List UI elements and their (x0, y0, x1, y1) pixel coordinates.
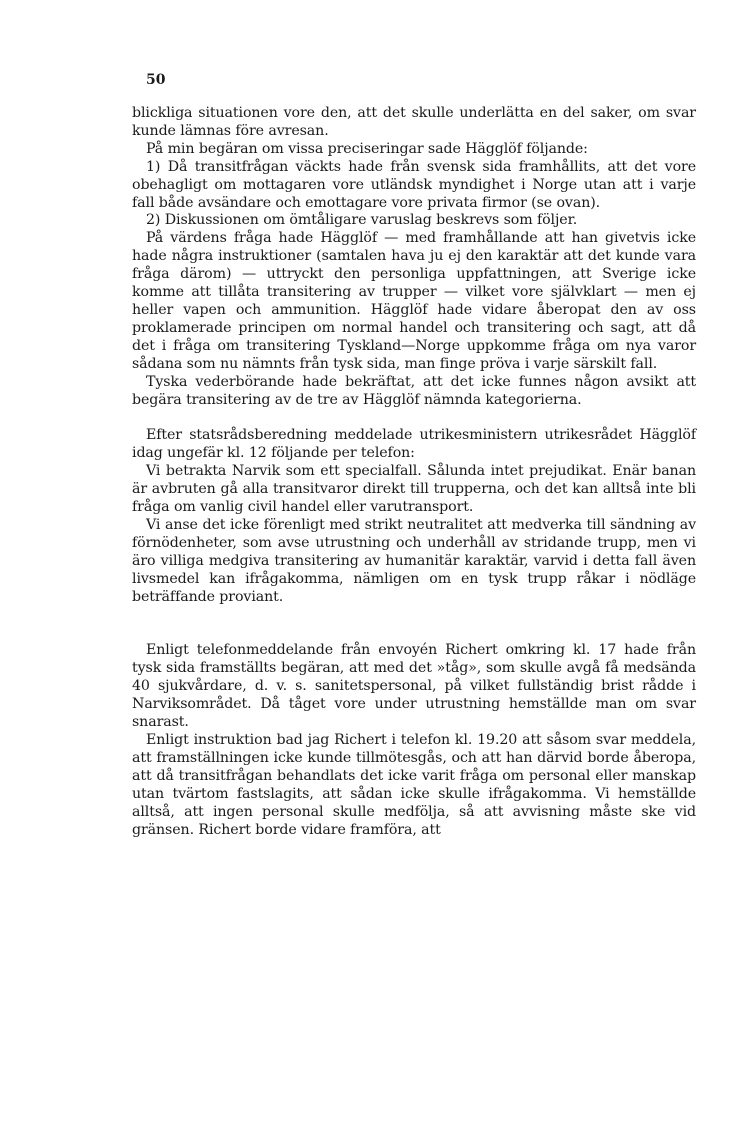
paragraph: Enligt instruktion bad jag Richert i telefon kl. 19.20 att såsom svar meddela, att framställningen icke kunde tillmötesgås, och att han därvid borde åberopa, att då transitfrågan behandlats det icke varit fråga om personal eller manskap utan tvärtom fastslagits, att sådan icke skulle ifrågakomma. Vi hemställde alltså, att ingen personal skulle medfölja, så att avvisning måste ske vid gränsen. Richert borde vidare framföra, att (132, 732, 696, 838)
paragraph: Vi anse det icke förenligt med strikt neutralitet att medverka till sändning av förnödenheter, som avse utrustning och underhåll av stridande trupp, men vi äro villiga medgiva transitering av humanitär karaktär, varvid i detta fall även livsmedel kan ifrågakomma, nämligen om en tysk trupp råkar i nödläge beträffande proviant. (132, 516, 696, 605)
paragraph: 2) Diskussionen om ömtåligare varuslag beskrevs som följer. (146, 212, 578, 229)
paragraph: Enligt telefonmeddelande från envoyén Richert omkring kl. 17 hade från tysk sida framställts begäran, att med det »tåg», som skulle avgå få medsända 40 sjukvårdare, d. v. s. sanitetspersonal, på vilket fullständig brist rådde i Narviksområdet. Då tåget vore under utrustning hemställde man om svar snarast. (132, 642, 696, 731)
paragraph: 1) Då transitfrågan väckts hade från svensk sida framhållits, att det vore obehagligt om mottagaren vore utländsk myndighet i Norge utan att i varje fall både avsändare och emottagare vore privata firmor (se ovan). (132, 158, 696, 211)
paragraph: Efter statsrådsberedning meddelade utrikesministern utrikesrådet Hägglöf idag ungefär kl. 12 följande per telefon: (132, 427, 696, 462)
paragraph: På värdens fråga hade Hägglöf — med framhållande att han givetvis icke hade några instruktioner (samtalen hava ju ej den karaktär att det kunde vara fråga därom) — uttryckt den personliga uppfattningen, att Sverige icke komme att tillåta transitering av trupper — vilket vore självklart — men ej heller vapen och ammunition. Hägglöf hade vidare åberopat den av oss proklamerade principen om normal handel och transitering och sagt, att då det i fråga om transitering Tyskland—Norge uppkomme fråga om nya varor sådana som nu nämnts från tysk sida, man finge pröva i varje särskilt fall. (132, 230, 696, 372)
body-text (132, 105, 696, 839)
paragraph: På min begäran om vissa preciseringar sade Hägglöf följande: (146, 140, 588, 157)
paragraph: Vi betrakta Narvik som ett specialfall. Sålunda intet prejudikat. Enär banan är avbruten gå alla transitvaror direkt till trupperna, och det kan alltså inte bli fråga om vanlig civil handel eller varutransport. (132, 463, 696, 516)
paragraph: Tyska vederbörande hade bekräftat, att det icke funnes någon avsikt att begära transitering av de tre av Hägglöf nämnda kategorierna. (132, 373, 696, 408)
page-number: 50 (146, 72, 166, 88)
paragraph: blickliga situationen vore den, att det skulle underlätta en del saker, om svar kunde lämnas före avresan. (132, 105, 696, 139)
